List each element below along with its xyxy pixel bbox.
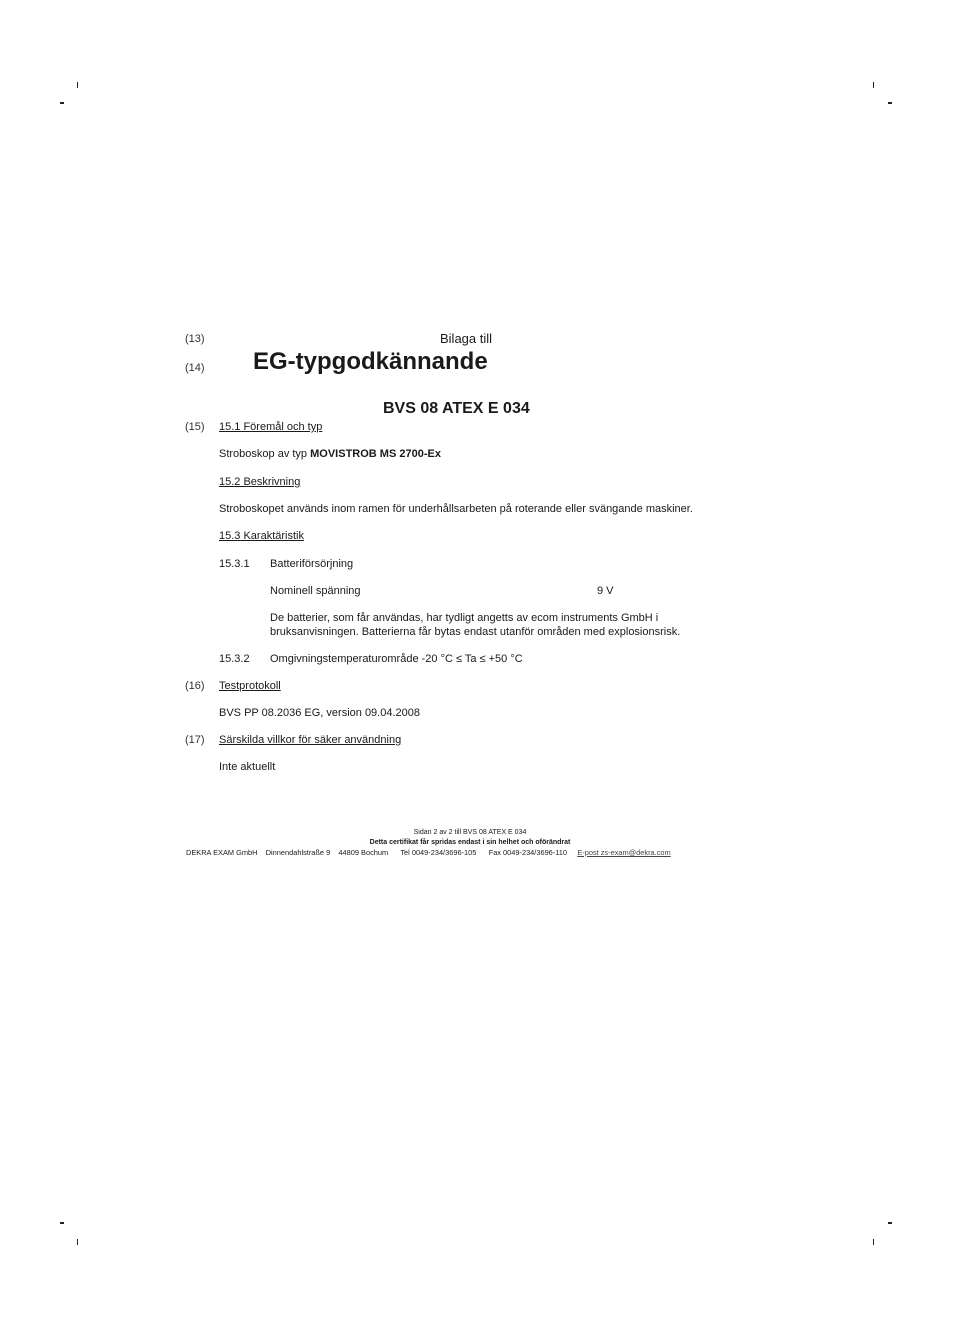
description-text: Stroboskopet används inom ramen för underhållsarbeten på roterande eller svängande maskiner. [219, 503, 693, 515]
heading-15-1: 15.1 Föremål och typ [219, 421, 323, 433]
special-conditions-text: Inte aktuellt [219, 761, 276, 773]
footer-page-info: Sidan 2 av 2 till BVS 08 ATEX E 034 [413, 829, 527, 836]
crop-mark [60, 1222, 64, 1224]
subsection-number-15-3-1: 15.3.1 [219, 558, 250, 570]
crop-mark [873, 1239, 874, 1245]
crop-mark [873, 82, 874, 88]
footer-email-link[interactable]: E-post zs-exam@dekra.com [577, 848, 671, 857]
crop-mark [77, 1239, 78, 1245]
ambient-temperature-range: Omgivningstemperaturområde -20 °C ≤ Ta ≤ +50 °C [270, 653, 523, 665]
product-name: MOVISTROB MS 2700-Ex [310, 448, 441, 460]
battery-note-line-2: bruksanvisningen. Batterierna får bytas endast utanför områden med explosionsrisk. [270, 626, 681, 638]
voltage-value: 9 V [597, 585, 614, 597]
footer-fax: Fax 0049-234/3696-110 [488, 848, 568, 857]
crop-mark [888, 1222, 892, 1224]
subsection-number-15-3-2: 15.3.2 [219, 653, 250, 665]
crop-mark [60, 102, 64, 104]
battery-note-line-1: De batterier, som får användas, har tydligt angetts av ecom instruments GmbH i [270, 612, 659, 624]
heading-special-conditions: Särskilda villkor för säker användning [219, 734, 402, 746]
section-number-16: (16) [185, 680, 205, 692]
annex-label: Bilaga till [440, 331, 493, 346]
footer-distribution-note: Detta certifikat får spridas endast i sin helhet och oförändrat [369, 839, 571, 846]
voltage-label: Nominell spänning [270, 585, 361, 597]
section-number-14: (14) [185, 362, 205, 374]
footer-company: DEKRA EXAM GmbH [186, 848, 258, 857]
footer-city: 44809 Bochum [338, 848, 389, 857]
section-number-15: (15) [185, 421, 205, 433]
crop-mark [888, 102, 892, 104]
test-report-text: BVS PP 08.2036 EG, version 09.04.2008 [219, 707, 420, 719]
product-prefix: Stroboskop av typ [219, 448, 308, 460]
certificate-number: BVS 08 ATEX E 034 [383, 400, 530, 417]
footer-contact-line [186, 848, 671, 857]
document-title: EG-typgodkännande [253, 348, 488, 375]
footer-address: Dinnendahlstraße 9 [265, 848, 331, 857]
section-number-13: (13) [185, 333, 205, 345]
battery-supply-label: Batteriförsörjning [270, 558, 354, 570]
section-number-17: (17) [185, 734, 205, 746]
product-line [219, 448, 441, 460]
footer-tel: Tel 0049-234/3696-105 [400, 848, 477, 857]
heading-15-2: 15.2 Beskrivning [219, 476, 301, 488]
crop-mark [77, 82, 78, 88]
heading-15-3: 15.3 Karaktäristik [219, 530, 304, 542]
heading-test-report: Testprotokoll [219, 680, 281, 692]
